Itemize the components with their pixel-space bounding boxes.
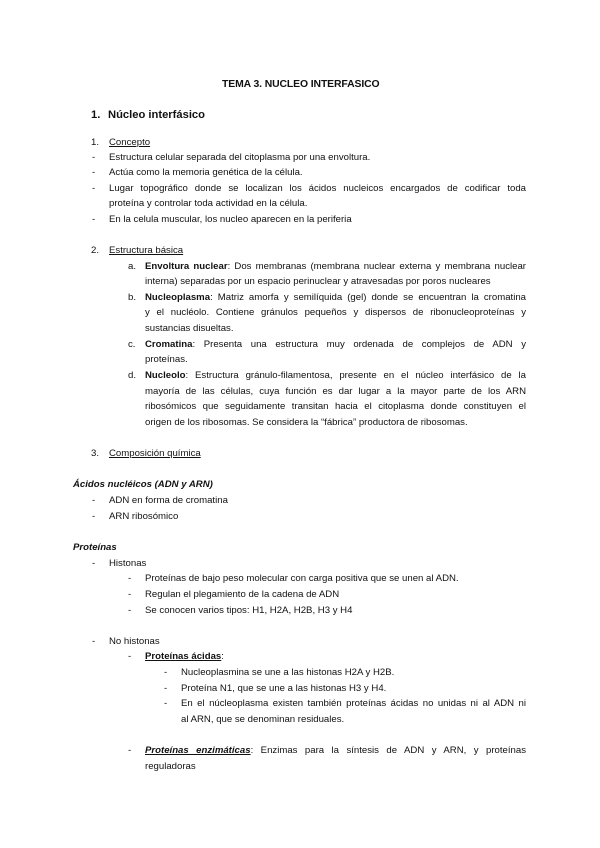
category-heading: Ácidos nucléicos (ADN y ARN) (73, 479, 213, 490)
list-bullet: - (92, 183, 96, 194)
section-heading: Núcleo interfásico (108, 109, 205, 121)
list-item: En el núcleoplasma existen también proteínas ácidas no unidas ni al ADN ni (181, 698, 526, 709)
term: Nucleolo (145, 370, 186, 381)
list-item (145, 259, 526, 274)
list-bullet: - (164, 698, 168, 709)
subsection-heading: Composición química (109, 448, 201, 459)
list-bullet: - (92, 152, 96, 163)
list-item: Estructura celular separada del citoplasma por una envoltura. (109, 152, 371, 163)
term: Proteínas enzimáticas (145, 745, 251, 756)
term: Proteínas ácidas (145, 651, 222, 662)
list-item-continuation: proteínas. (145, 354, 188, 365)
definition: : Enzimas para la síntesis de ADN y ARN, y proteínas (250, 745, 527, 756)
list-item (145, 368, 526, 383)
list-item-continuation: ribosómicos que seguidamente transitan hacia el citoplasma donde constituyen el (145, 401, 526, 412)
definition: : Matriz amorfa y semilíquida (gel) donde se encuentran la cromatina (210, 292, 526, 303)
list-item-continuation: sustancias disueltas. (145, 323, 234, 334)
subsection-number: 2. (91, 245, 100, 256)
list-item: Actúa como la memoria genética de la célula. (109, 167, 303, 178)
page-title: TEMA 3. NUCLEO INTERFASICO (222, 79, 380, 90)
term-colon: : (221, 651, 224, 662)
list-item: Se conocen varios tipos: H1, H2A, H2B, H3 y H4 (145, 605, 353, 616)
list-item: Proteínas de bajo peso molecular con carga positiva que se unen al ADN. (145, 573, 459, 584)
list-item-continuation: mayoría de las células, cuya función es dar lugar a la mayor parte de los ARN (145, 386, 526, 397)
term: Envoltura nuclear (145, 261, 228, 272)
list-letter: c. (128, 339, 136, 350)
list-item-continuation: proteína y controlar toda actividad en la célula. (109, 198, 308, 209)
list-bullet: - (128, 745, 132, 756)
list-item: Lugar topográfico donde se localizan los ácidos nucleicos encargados de codificar toda (109, 183, 526, 194)
list-letter: a. (128, 261, 137, 272)
list-bullet: - (164, 667, 168, 678)
list-letter: d. (128, 370, 137, 381)
list-bullet: - (128, 589, 132, 600)
list-bullet: - (92, 511, 96, 522)
list-bullet: - (164, 683, 168, 694)
list-bullet: - (92, 636, 96, 647)
definition: : Estructura gránulo-filamentosa, presente en el núcleo interfásico de la (185, 370, 526, 381)
term: Nucleoplasma (145, 292, 211, 303)
list-item (145, 290, 526, 305)
list-item: ADN en forma de cromatina (109, 495, 228, 506)
list-item-continuation: al ARN, que se denominan residuales. (181, 714, 345, 725)
list-item: Proteína N1, que se une a las histonas H3 y H4. (181, 683, 387, 694)
list-bullet: - (128, 573, 132, 584)
list-item: No histonas (109, 636, 160, 647)
section-number: 1. (91, 109, 101, 121)
subsection-number: 3. (91, 448, 100, 459)
list-bullet: - (92, 558, 96, 569)
definition: : Presenta una estructura muy ordenada de complejos de ADN y (192, 339, 526, 350)
list-item (145, 743, 526, 758)
list-item-continuation: interna) separadas por un espacio perinuclear y atravesadas por poros nucleares (145, 276, 491, 287)
list-item: Nucleoplasmina se une a las histonas H2A y H2B. (181, 667, 395, 678)
list-item: Regulan el plegamiento de la cadena de ADN (145, 589, 340, 600)
list-item-continuation: y el nucléolo. Contiene gránulos pequeños y dispersos de ribonucleoproteínas y (145, 307, 526, 318)
term: Cromatina (145, 339, 193, 350)
list-item: En la celula muscular, los nucleo aparecen en la periferia (109, 214, 352, 225)
list-bullet: - (128, 651, 132, 662)
list-item-continuation: origen de los ribosomas. Se considera la “fábrica” productora de ribosomas. (145, 417, 468, 428)
list-item-continuation: reguladoras (145, 761, 196, 772)
list-bullet: - (92, 167, 96, 178)
list-item: ARN ribosómico (109, 511, 179, 522)
list-item: Histonas (109, 558, 147, 569)
subsection-heading: Concepto (109, 137, 151, 148)
list-item (145, 649, 224, 664)
list-bullet: - (92, 495, 96, 506)
list-item (145, 337, 526, 352)
category-heading: Proteínas (73, 542, 117, 553)
list-bullet: - (128, 605, 132, 616)
subsection-heading: Estructura básica (109, 245, 184, 256)
subsection-number: 1. (91, 137, 100, 148)
list-bullet: - (92, 214, 96, 225)
definition: : Dos membranas (membrana nuclear externa y membrana nuclear (227, 261, 526, 272)
list-letter: b. (128, 292, 137, 303)
